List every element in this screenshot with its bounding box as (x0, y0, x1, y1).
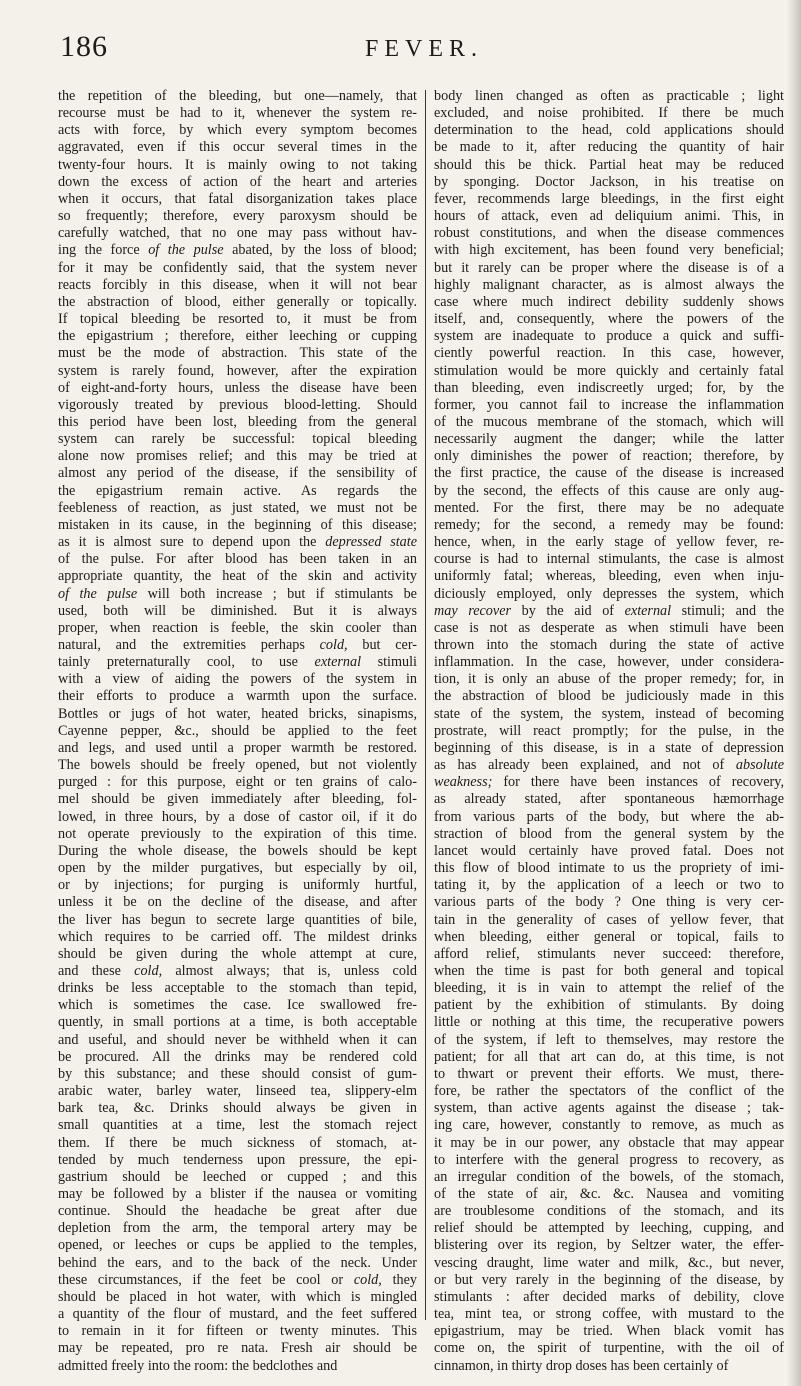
text-line: case where much indirect debility suddenly shows (434, 293, 784, 310)
text-line: it may be in our power, any obstacle that may appear (434, 1134, 784, 1151)
text-line: If topical bleeding be resorted to, it must be from (58, 311, 417, 328)
text-line: excluded, and noise prohibited. If there be much (434, 105, 784, 122)
text-line: inflammation. In the case, however, under considera- (434, 654, 784, 671)
text-line: gastrium should be leeched or cupped ; and this (58, 1168, 417, 1185)
text-line: as has already been explained, and not of absolute (434, 757, 784, 774)
text-line: case is not as desperate as when stimuli have been (434, 619, 784, 636)
text-line: and useful, and should never be withheld when it can (58, 1031, 417, 1048)
text-line: tainly preternaturally cool, to use external stimuli (58, 654, 417, 671)
text-line: the repetition of the bleeding, but one—namely, that (58, 88, 417, 104)
text-line: may recover by the aid of external stimuli; and the (434, 602, 784, 619)
text-line: small quantities at a time, lest the stomach reject (58, 1117, 417, 1134)
right-text-column (434, 88, 784, 1375)
page-number: 186 (60, 30, 108, 63)
text-line: quently, in small portions at a time, is both acceptable (58, 1014, 417, 1031)
text-line: alone now promises relief; and this may be tried at (58, 448, 417, 465)
text-line: natural, and the extremities perhaps cold, but cer- (58, 637, 417, 653)
text-line: or but very rarely in the beginning of the disease, by (434, 1271, 784, 1288)
text-line: to remain in it for fifteen or twenty minutes. This (58, 1323, 417, 1340)
text-line: mented. For the first, there may be no adequate (434, 499, 784, 516)
text-line: depletion from the arm, the temporal artery may be (58, 1220, 417, 1237)
text-line: tea, mint tea, or strong coffee, with mustard to the (434, 1306, 784, 1323)
text-line: twenty-four hours. It is mainly owing to not taking (58, 156, 417, 173)
text-line: used, both will be diminished. But it is always (58, 602, 417, 619)
text-line: of the pulse. For after blood has been taken in an (58, 551, 417, 568)
text-line: acts with force, by which every symptom becomes (58, 122, 417, 139)
text-line: but it rarely can be proper where the disease is of a (434, 259, 784, 276)
text-line: to interfere with the general progress to recovery, as (434, 1151, 784, 1168)
text-line: system are inadequate to produce a quick and suffi- (434, 328, 784, 345)
text-line: should be given during the whole attempt at cure, (58, 945, 417, 962)
text-line: admitted freely into the room: the bedclothes and (58, 1357, 338, 1374)
text-line: weakness; for there have been instances of recovery, (434, 774, 784, 791)
text-line: bark tea, &c. Drinks should always be given in (58, 1100, 417, 1117)
left-text-column (58, 88, 417, 1375)
text-line: system can rarely be successful: topical bleeding (58, 431, 417, 448)
text-line: their efforts to produce a warmth upon the surface. (58, 688, 417, 705)
text-line: patient; for all that art can do, at this time, is not (434, 1048, 784, 1065)
text-line: proper, when reaction is feeble, the skin cooler than (58, 619, 417, 636)
text-line: should this be thick. Partial heat may be reduced (434, 156, 784, 173)
text-line: tion, it is only an abuse of the proper remedy; for, in (434, 671, 784, 688)
text-line: as already stated, after spontaneous hæmorrhage (434, 791, 784, 808)
text-line: purged : for this purpose, eight or ten grains of calo- (58, 774, 417, 791)
text-line: tain in the generality of cases of yellow fever, that (434, 911, 784, 928)
text-line: hence, when, in the early stage of yellow fever, re- (434, 534, 784, 551)
text-line: unless it be on the decline of the disease, and after (58, 894, 417, 911)
text-line: of the state of air, &c. &c. Nausea and vomiting (434, 1186, 784, 1202)
text-line: of the mucous membrane of the stomach, which will (434, 413, 784, 430)
text-line: with a view of aiding the powers of the system in (58, 671, 417, 688)
text-line: straction of blood from the general system by the (434, 825, 784, 842)
text-line: for it may be confidently said, that the system never (58, 259, 417, 276)
text-line: by this substance; and these should consist of gum- (58, 1065, 417, 1082)
text-line: lancet would certainly have proved fatal. Does not (434, 842, 784, 859)
text-line: appropriate quantity, the heat of the skin and activity (58, 568, 417, 585)
text-line: uniformly fatal; whereas, bleeding, even when inju- (434, 568, 784, 585)
text-line: the epigastrium remain active. As regards the (58, 482, 417, 499)
text-line: tended by much tenderness upon pressure, the epi- (58, 1151, 417, 1168)
text-line: former, you cannot fail to increase the inflammation (434, 396, 784, 413)
column-divider (425, 90, 426, 1320)
text-line: and legs, and used until a proper warmth be restored. (58, 739, 417, 756)
text-line: with high excitement, has been found very beneficial; (434, 242, 784, 259)
text-line: the first practice, the cause of the disease is increased (434, 465, 784, 482)
text-line: them. If there be much sickness of stomach, at- (58, 1134, 417, 1151)
text-line: when the time is past for both general and topical (434, 962, 784, 979)
text-line: vigorously treated by previous blood-letting. Should (58, 396, 417, 413)
text-line: aggravated, even if this occur several times in the (58, 139, 417, 156)
text-line: of eight-and-forty hours, unless the disease have been (58, 379, 417, 396)
text-line: fever, recommends large bleedings, in the first eight (434, 190, 784, 207)
text-line: hours of attack, even ad deliquium animi. This, in (434, 208, 784, 225)
text-line: ing care, however, constantly to remove, as much as (434, 1117, 784, 1134)
text-line: not operate previously to the expiration of this time. (58, 825, 417, 842)
text-line: the liver has begun to secrete large quantities of bile, (58, 911, 417, 928)
page-header (60, 30, 761, 70)
text-line: cinnamon, in thirty drop doses has been certainly of (434, 1357, 729, 1374)
text-line: bleeding, it is in vain to attempt the relief of the (434, 980, 784, 997)
text-line: course is had to internal stimulants, the case is almost (434, 551, 784, 568)
text-line: which requires to be carried off. The mildest drinks (58, 928, 417, 945)
text-line: itself, and, consequently, where the powers of the (434, 311, 784, 328)
text-line: these circumstances, if the feet be cool or cold, they (58, 1271, 417, 1288)
text-line: are troublesome conditions of the stomach, and its (434, 1203, 784, 1220)
text-line: feebleness of reaction, as just stated, we must not be (58, 499, 417, 516)
text-line: beginning of this disease, is in a state of depression (434, 739, 784, 756)
text-line: mistaken in its cause, in the beginning of this disease; (58, 516, 417, 533)
text-line: relief should be attempted by leeching, cupping, and (434, 1220, 784, 1237)
text-line: stimulants : after decided marks of debility, clove (434, 1288, 784, 1305)
text-line: blistering over its region, by Seltzer water, the effer- (434, 1237, 784, 1254)
text-line: an irregular condition of the bowels, of the stomach, (434, 1168, 784, 1185)
text-line: so frequently; therefore, every paroxysm should be (58, 208, 417, 225)
text-line: prostrate, will react promptly; for the pulse, in the (434, 722, 784, 739)
text-line: Bottles or jugs of hot water, heated bricks, sinapisms, (58, 705, 417, 722)
text-line: diciously employed, only depresses the system, which (434, 585, 784, 602)
text-line: vescing draught, lime water and milk, &c., but never, (434, 1254, 784, 1271)
text-line: arabic water, barley water, linseed tea, slippery-elm (58, 1083, 417, 1100)
text-line: of the pulse will both increase ; but if stimulants be (58, 585, 417, 602)
running-title: FEVER. (365, 36, 484, 62)
text-line: thrown into the stomach during the state of active (434, 637, 784, 653)
text-line: come on, the spirit of turpentine, with the oil of (434, 1340, 784, 1357)
text-line: epigastrium, may be tried. When black vomit has (434, 1323, 784, 1340)
text-line: as it is almost sure to depend upon the depressed state (58, 534, 417, 551)
text-line: lowed, in three hours, by a dose of castor oil, if it do (58, 808, 417, 825)
text-line: highly malignant character, as is almost always the (434, 276, 784, 293)
text-line: by the second, the effects of this cause are only aug- (434, 482, 784, 499)
text-line: body linen changed as often as practicable ; light (434, 88, 784, 104)
text-line: when bleeding, either general or topical, fails to (434, 928, 784, 945)
text-line: various parts of the body ? One thing is very cer- (434, 894, 784, 911)
text-line: must be the mode of abstraction. This state of the (58, 345, 417, 362)
text-line: and these cold, almost always; that is, unless cold (58, 962, 417, 979)
text-line: only diminishes the power of reaction; therefore, by (434, 448, 784, 465)
text-line: determination to the head, cold applications should (434, 122, 784, 139)
text-line: state of the system, the system, instead of becoming (434, 705, 784, 722)
text-line: the abstraction of blood be judiciously made in this (434, 688, 784, 705)
text-line: afford relief, stimulants never succeed: therefore, (434, 945, 784, 962)
text-line: reacts forcibly in this disease, when it will not bear (58, 276, 417, 293)
text-line: almost any period of the disease, if the sensibility of (58, 465, 417, 482)
text-line: Cayenne pepper, &c., should be applied to the feet (58, 722, 417, 739)
text-line: continue. Should the headache be great after due (58, 1203, 417, 1220)
text-line: be procured. All the drinks may be rendered cold (58, 1048, 417, 1065)
text-line: the abstraction of blood, either generally or topically. (58, 293, 417, 310)
text-line: During the whole disease, the bowels should be kept (58, 842, 417, 859)
page-edge-shadow (787, 0, 801, 1386)
text-line: recourse must be had to it, whenever the system re- (58, 105, 417, 122)
text-line: when it occurs, that fatal disorganization takes place (58, 190, 417, 207)
text-line: drinks be less acceptable to the stomach than tepid, (58, 980, 417, 997)
text-line: or by injections; for purging is uniformly hurtful, (58, 877, 417, 894)
text-line: should be placed in hot water, with which is mingled (58, 1288, 417, 1305)
text-line: ciently powerful reaction. In this case, however, (434, 345, 784, 362)
text-line: by sponging. Doctor Jackson, in his treatise on (434, 173, 784, 190)
text-line: behind the ears, and to the back of the neck. Under (58, 1254, 417, 1271)
text-line: a quantity of the flour of mustard, and the feet suffered (58, 1306, 417, 1323)
text-line: of the system, if left to themselves, may restore the (434, 1031, 784, 1048)
text-line: open by the milder purgatives, but especially by oil, (58, 860, 417, 877)
text-line: fore, be rather the spectators of the conflict of the (434, 1083, 784, 1100)
text-line: opened, or leeches or cups be applied to the temples, (58, 1237, 417, 1254)
text-line: little or nothing at this time, the recuperative powers (434, 1014, 784, 1031)
text-line: stimulation would be more quickly and certainly fatal (434, 362, 784, 379)
text-line: tating it, by the application of a leech or two to (434, 877, 784, 894)
text-line: patient by the exhibition of stimulants. By doing (434, 997, 784, 1014)
text-line: system, than active agents against the disease ; tak- (434, 1100, 784, 1117)
text-line: necessarily augment the danger; while the latter (434, 431, 784, 448)
text-line: ing the force of the pulse abated, by the loss of blood; (58, 242, 417, 259)
text-line: robust constitutions, and when the disease commences (434, 225, 784, 242)
text-line: system is rarely found, however, after the expiration (58, 362, 417, 379)
text-line: this period have been lost, bleeding from the general (58, 413, 417, 430)
text-line: to thwart or prevent their efforts. We must, there- (434, 1065, 784, 1082)
text-line: remedy; for the second, a remedy may be found: (434, 516, 784, 533)
text-line: may be repeated, pro re nata. Fresh air should be (58, 1340, 417, 1357)
text-line: which is sometimes the case. Ice swallowed fre- (58, 997, 417, 1014)
text-line: be made to it, after reducing the quantity of hair (434, 139, 784, 156)
text-line: down the excess of action of the heart and arteries (58, 173, 417, 190)
text-line: The bowels should be freely opened, but not violently (58, 757, 417, 774)
text-line: the epigastrium ; therefore, either leeching or cupping (58, 328, 417, 345)
text-line: this flow of blood intimate to us the propriety of imi- (434, 860, 784, 877)
text-line: may be followed by a blister if the nausea or vomiting (58, 1186, 417, 1202)
text-line: than bleeding, even indiscreetly urged; for, by the (434, 379, 784, 396)
text-line: mel should be given immediately after bleeding, fol- (58, 791, 417, 808)
text-line: carefully watched, that no one may pass without hav- (58, 225, 417, 242)
text-line: from various parts of the body, but where the ab- (434, 808, 784, 825)
